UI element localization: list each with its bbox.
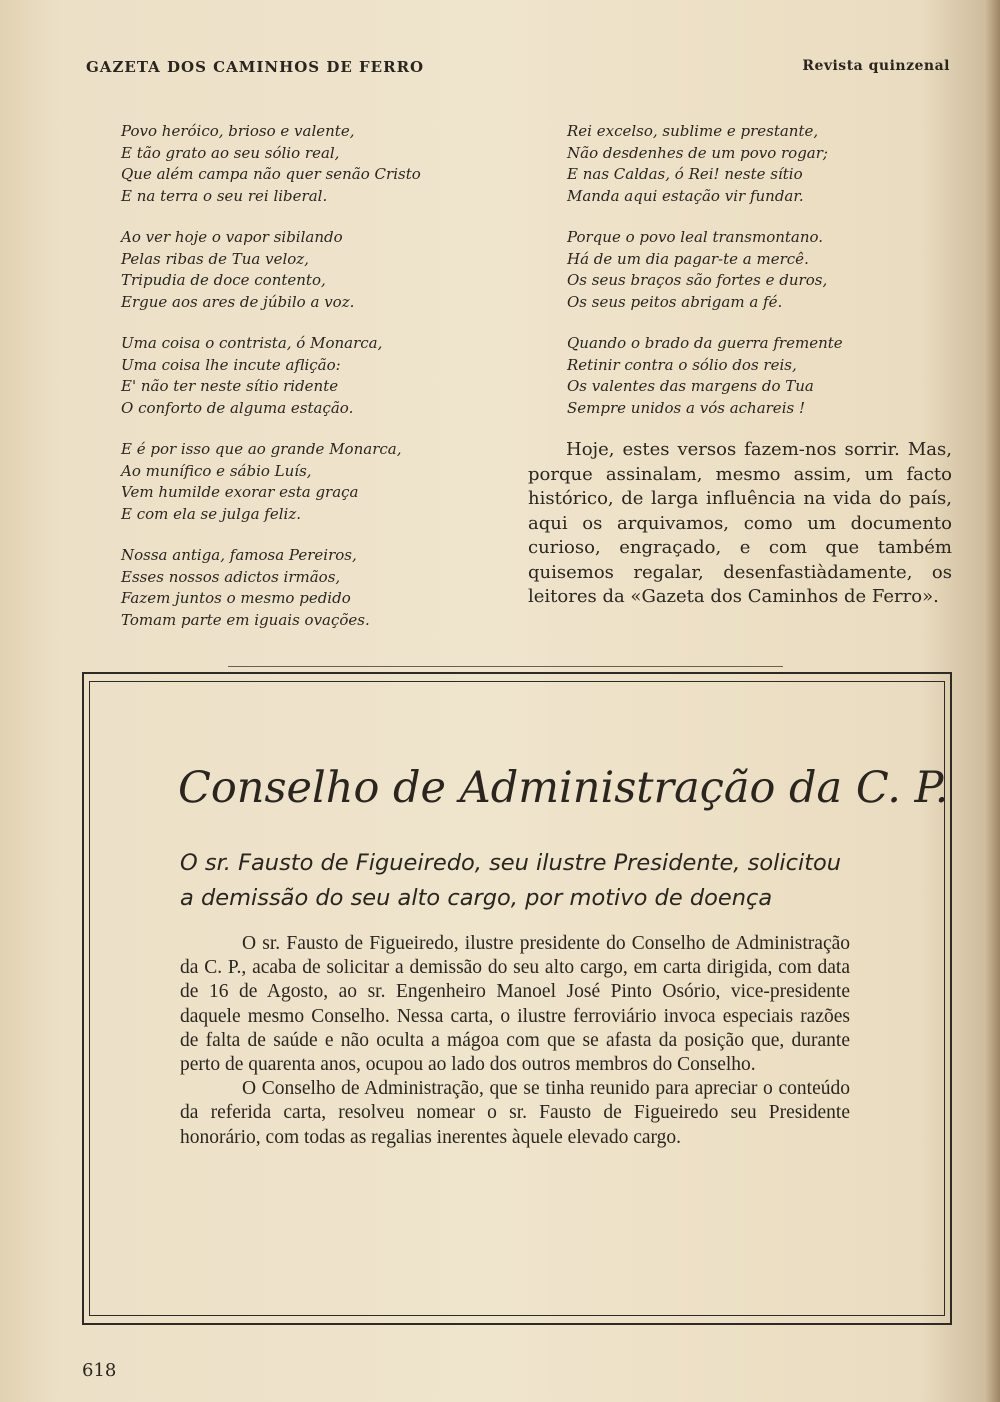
verse-line: Povo heróico, brioso e valente, bbox=[121, 122, 355, 140]
page-spine-edge bbox=[986, 0, 1000, 1402]
verse-line: Esses nossos adictos irmãos, bbox=[121, 567, 341, 586]
page-number: 618 bbox=[82, 1360, 117, 1381]
verse-line: Tripudia de doce contento, bbox=[121, 271, 326, 289]
verse-line: Ao munífico e sábio Luís, bbox=[121, 461, 312, 480]
poem-left-column bbox=[121, 121, 521, 651]
verse-line: Que além campa não quer senão Cristo bbox=[121, 165, 421, 183]
verse-line: Manda aqui estação vir fundar. bbox=[567, 186, 804, 205]
stanza bbox=[121, 227, 521, 313]
publication-title: GAZETA DOS CAMINHOS DE FERRO bbox=[86, 58, 425, 76]
verse-line: Os seus braços são fortes e duros, bbox=[567, 271, 828, 289]
verse-line: Uma coisa lhe incute aflição: bbox=[121, 355, 341, 374]
stanza bbox=[121, 121, 521, 207]
verse-line: E tão grato ao seu sólio real, bbox=[121, 143, 340, 162]
section-divider bbox=[228, 666, 783, 667]
editorial-commentary: Hoje, estes versos fazem-nos sorrir. Mas, porque assinalam, mesmo assim, um facto histórico, de larga influência na vida do país, aqui os arquivamos, como um documento curioso, engraçado, e com que também quisemos regalar, desenfastiàdamente, os leitores da «Gazeta dos Caminhos de Ferro». bbox=[528, 439, 952, 607]
verse-line: Uma coisa o contrista, ó Monarca, bbox=[121, 334, 383, 352]
verse-line: E com ela se julga feliz. bbox=[121, 504, 301, 523]
publication-frequency: Revista quinzenal bbox=[802, 58, 950, 74]
verse-line: Os valentes das margens do Tua bbox=[567, 377, 814, 395]
subtitle-line: O sr. Fausto de Figueiredo, seu ilustre Presidente, solicitou bbox=[180, 850, 842, 876]
verse-line: Sempre unidos a vós achareis ! bbox=[567, 398, 805, 417]
subtitle-line: a demissão do seu alto cargo, por motivo de doença bbox=[180, 885, 773, 911]
article-body bbox=[180, 932, 850, 1150]
verse-line: Não desdenhes de um povo rogar; bbox=[567, 143, 828, 162]
verse-line: E nas Caldas, ó Rei! neste sítio bbox=[567, 165, 803, 183]
verse-line: Pelas ribas de Tua veloz, bbox=[121, 249, 309, 268]
verse-line: Tomam parte em iguais ovações. bbox=[121, 610, 370, 629]
article-paragraph: O Conselho de Administração, que se tinha reunido para apreciar o conteúdo da referida carta, resolveu nomear o sr. Fausto de Figueiredo seu Presidente honorário, com todas as regalias inerentes àquele elevado cargo. bbox=[180, 1078, 850, 1148]
stanza bbox=[567, 121, 967, 207]
verse-line: Rei excelso, sublime e prestante, bbox=[567, 122, 819, 140]
stanza bbox=[567, 333, 967, 419]
poem-right-column bbox=[567, 121, 967, 439]
verse-line: Ergue aos ares de júbilo a voz. bbox=[121, 292, 355, 311]
verse-line: Ao ver hoje o vapor sibilando bbox=[121, 228, 343, 246]
verse-line: Os seus peitos abrigam a fé. bbox=[567, 292, 783, 311]
article-paragraph: O sr. Fausto de Figueiredo, ilustre presidente do Conselho de Administração da C. P., acaba de solicitar a demissão do seu alto cargo, em carta dirigida, com data de 16 de Agosto, ao sr. Engenheiro Manoel José Pinto Osório, vice-presidente daquele mesmo Conselho. Nessa carta, o ilustre ferroviário invoca especiais razões de falta de saúde e não oculta a mágoa com que se afasta da posição que, durante perto de quarenta anos, ocupou ao lado dos outros membros do Conselho. bbox=[180, 933, 850, 1076]
verse-line: E na terra o seu rei liberal. bbox=[121, 186, 328, 205]
verse-line: Retinir contra o sólio dos reis, bbox=[567, 355, 797, 374]
verse-line: E' não ter neste sítio ridente bbox=[121, 377, 339, 395]
stanza bbox=[121, 545, 521, 631]
verse-line: E é por isso que ao grande Monarca, bbox=[121, 440, 402, 458]
verse-line: O conforto de alguma estação. bbox=[121, 398, 354, 417]
verse-line: Fazem juntos o mesmo pedido bbox=[121, 589, 351, 607]
verse-line: Porque o povo leal transmontano. bbox=[567, 228, 824, 246]
article-subtitle bbox=[180, 846, 870, 916]
verse-line: Vem humilde exorar esta graça bbox=[121, 483, 359, 501]
running-header bbox=[86, 58, 950, 80]
stanza bbox=[121, 333, 521, 419]
verse-line: Nossa antiga, famosa Pereiros, bbox=[121, 546, 357, 564]
verse-line: Há de um dia pagar-te a mercê. bbox=[567, 249, 809, 268]
verse-line: Quando o brado da guerra frementе bbox=[567, 334, 843, 352]
article-title: Conselho de Administração da C. P. bbox=[178, 763, 949, 813]
stanza bbox=[567, 227, 967, 313]
stanza bbox=[121, 439, 521, 525]
